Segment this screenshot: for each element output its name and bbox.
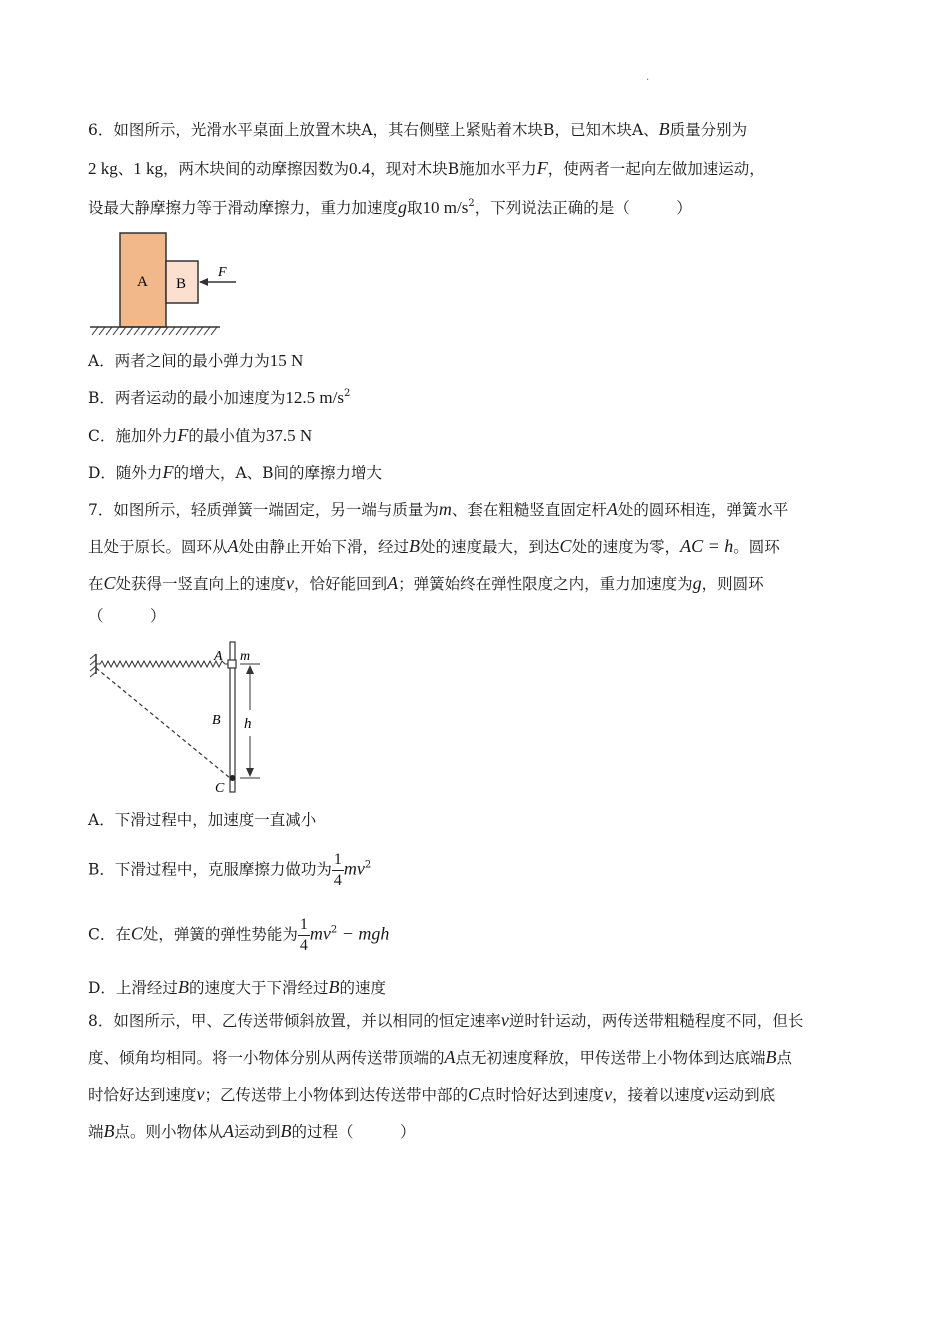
spring	[96, 661, 228, 667]
header-dot: .	[646, 72, 650, 83]
label-a: A	[214, 649, 223, 664]
q7-option-b[interactable]: B．下滑过程中，克服摩擦力做功为 $\frac{1}{4}$ $mv^2$	[88, 851, 372, 889]
q7-stem-line-1: 7．如图所示，轻质弹簧一端固定，另一端与质量为m、套在粗糙竖直固定杆A处的圆环相连，弹簧水平	[88, 499, 789, 519]
q6-option-b[interactable]: B．两者运动的最小加速度为12.5 $m/s^2$	[88, 388, 351, 407]
q6-stem-line-2: 2 kg、1 kg，两木块间的动摩擦因数为0.4，现对木块B施加水平力F，使两者一起向左做加速运动，	[88, 158, 765, 178]
label-b: B	[212, 713, 221, 728]
wall-hatch	[90, 654, 96, 677]
block-a-label: A	[137, 274, 148, 290]
ring	[228, 660, 236, 668]
q8-stem-line-4: 端B点。则小物体从A运动到B的过程（ ）	[88, 1121, 416, 1141]
force-arrowhead	[199, 278, 208, 286]
dashed-spring	[96, 668, 230, 778]
force-label: F	[218, 265, 227, 280]
q7-stem-line-4: （ ）	[88, 607, 166, 625]
q7-option-d[interactable]: D．上滑经过B的速度大于下滑经过B的速度	[88, 977, 386, 997]
block-b-label: B	[176, 276, 187, 292]
fraction: $\frac{1}{4}$	[333, 851, 342, 889]
q8-stem-line-1: 8．如图所示，甲、乙传送带倾斜放置，并以相同的恒定速率v逆时针运动，两传送带粗糙程度不同，但长	[88, 1010, 804, 1030]
q6-option-a[interactable]: A．两者之间的最小弹力为15 N	[88, 351, 304, 370]
q8-stem-line-3: 时恰好达到速度v；乙传送带上小物体到达传送带中部的C点时恰好达到速度v，接着以速度v运动到底	[88, 1084, 776, 1104]
q7-option-c[interactable]: C．在C处，弹簧的弹性势能为 $\frac{1}{4}$ $mv^2$ − mgh	[88, 916, 390, 954]
point-c	[230, 775, 236, 781]
q7-spring-figure	[88, 640, 278, 800]
q7-stem-line-2: 且处于原长。圆环从A处由静止开始下滑，经过B处的速度最大，到达C处的速度为零，AC = h。圆环	[88, 536, 780, 556]
fraction: $\frac{1}{4}$	[299, 916, 308, 954]
q8-stem-line-2: 度、倾角均相同。将一小物体分别从两传送带顶端的A点无初速度释放，甲传送带上小物体到达底端B点	[88, 1047, 793, 1067]
q7-option-a[interactable]: A．下滑过程中，加速度一直减小	[88, 811, 317, 829]
ground-hatch	[92, 327, 217, 335]
dimension-arrow-up	[246, 665, 254, 674]
q6-block-figure	[88, 230, 248, 340]
label-c: C	[215, 781, 225, 796]
q7-stem-line-3: 在C处获得一竖直向上的速度v，恰好能回到A；弹簧始终在弹性限度之内，重力加速度为g，则圆环	[88, 573, 764, 593]
q6-option-d[interactable]: D．随外力F的增大，A、B间的摩擦力增大	[88, 462, 383, 482]
q6-stem-line-1: 6．如图所示，光滑水平桌面上放置木块A，其右侧壁上紧贴着木块B，已知木块A、B质量分别为	[88, 119, 748, 139]
q6-stem-line-3: 设最大静摩擦力等于滑动摩擦力，重力加速度g取10 $m/s^2$，下列说法正确的是（ ）	[88, 197, 692, 217]
label-h: h	[244, 716, 252, 732]
q6-option-c[interactable]: C．施加外力F的最小值为37.5 N	[88, 425, 313, 445]
label-m: m	[240, 649, 251, 664]
dimension-arrow-down	[246, 768, 254, 777]
